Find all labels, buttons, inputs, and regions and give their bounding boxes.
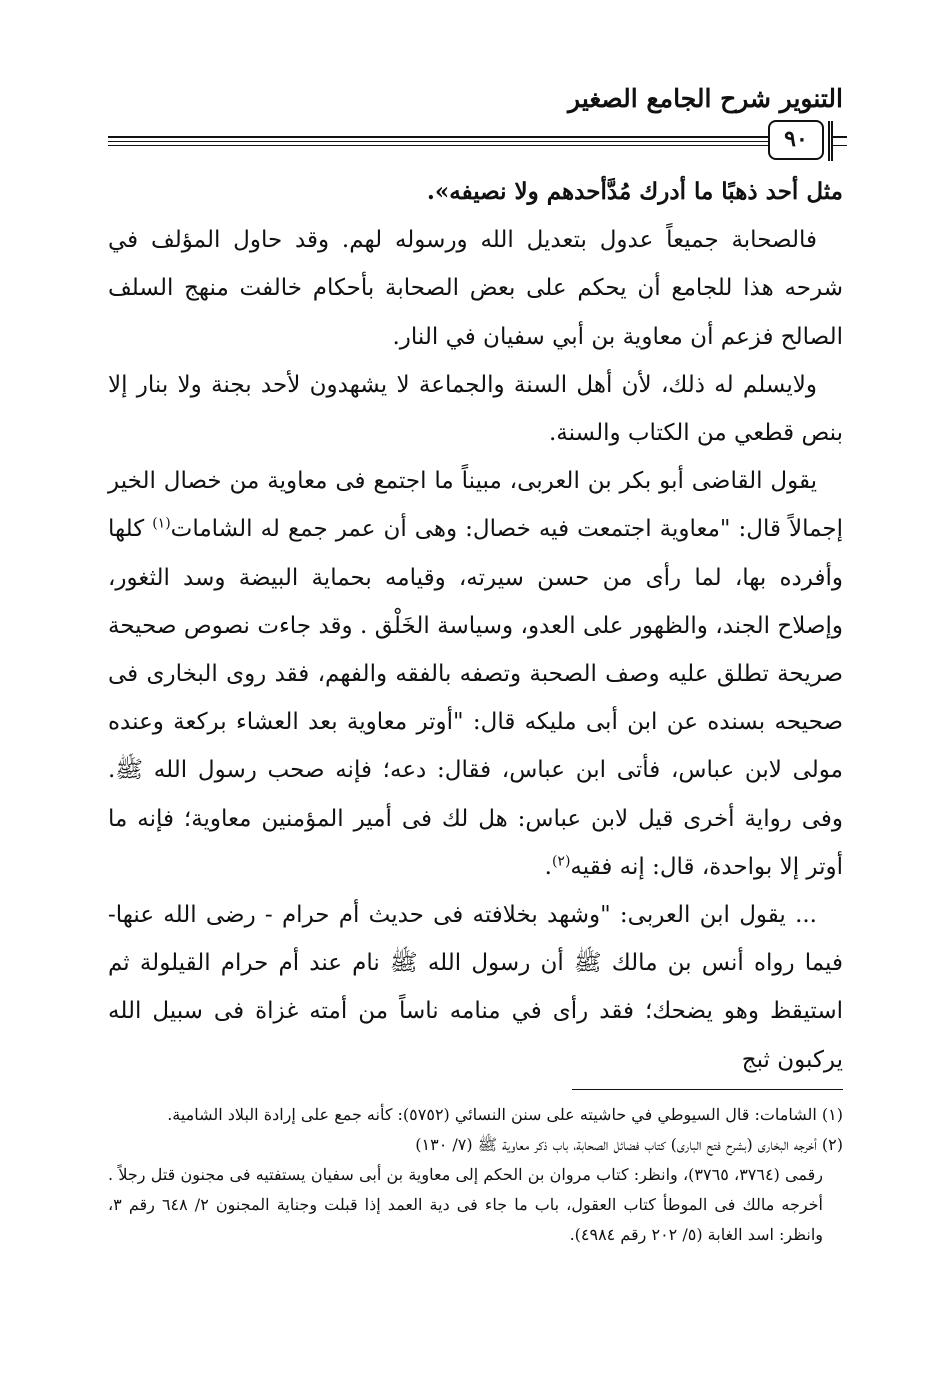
paragraph-text: .: [544, 853, 552, 880]
footnote-1: (١) الشامات: قال السيوطي في حاشيته على سنن النسائي (٥٧٥٢): كأنه جمع على إرادة البلاد الشامية.: [167, 1105, 843, 1124]
paragraph-companions-justice: فالصحابة جميعاً عدول بتعديل الله ورسوله لهم. وقد حاول المؤلف في شرحه هذا للجامع أن يحكم على بعض الصحابة بأحكام خالفت منهج السلف الصالح فزعم أن معاوية بن أبي سفيان في النار.: [108, 227, 843, 350]
header-rule-thin-lower: [108, 145, 820, 146]
paragraph-ahl-sunnah: ولايسلم له ذلك، لأن أهل السنة والجماعة لا يشهدون لأحد بجنة ولا بنار إلا بنص قطعي من الكتاب والسنة.: [108, 371, 843, 447]
footnote-2: (٢) أخرجه البخارى (بشرح فتح البارى) كتاب فضائل الصحابة، باب ذكر معاوية ﷺ (٧/ ١٣٠): [415, 1135, 843, 1154]
paragraph-umm-haram: ... يقول ابن العربى: "وشهد بخلافته فى حديث أم حرام - رضى الله عنها- فيما رواه أنس بن مالك ﷺ أن رسول الله ﷺ نام عند أم حرام القيلولة ثم استيقظ وهو يضحك؛ فقد رأى في منامه ناساً من أمته غزاة فى سبيل الله يركبون ثبج: [108, 902, 843, 1073]
header-rule-thin: [108, 141, 820, 142]
running-title: التنوير شرح الجامع الصغير: [568, 84, 843, 113]
paragraph-ibn-arabi-quote: [108, 457, 843, 891]
footnote-separator: [572, 1089, 843, 1090]
paragraph-text: كلها وأفرده بها، لما رأى من حسن سيرته، وقيامه بحماية البيضة وسد الثغور، وإصلاح الجند، والظهور على العدو، وسياسة الخَلْق . وقد جاءت نصوص صحيحة صريحة تطلق عليه وصف الصحبة وتصفه بالفقه والفهم، فقد روى البخارى فى صحيحه بسنده عن ابن أبى مليكه قال: "أوتر معاوية بعد العشاء بركعة وعنده مولى لابن عباس، فأتى ابن عباس، فقال: دعه؛ فإنه صحب رسول الله ﷺ. وفى رواية أخرى قيل لابن عباس: هل لك فى أمير المؤمنين معاوية؛ فإنه ما أوتر إلا بواحدة، قال: إنه فقيه: [108, 516, 843, 880]
page-number-ornament-tail: [833, 136, 847, 146]
footnotes: [108, 1100, 843, 1250]
paragraph-text: يقول القاضى أبو بكر بن العربى، مبيناً ما اجتمع فى معاوية من خصال الخير إجمالاً قال: "معاوية اجتمعت فيه خصال: وهى أن عمر جمع له الشامات: [108, 468, 844, 543]
footnote-2-continued: رقمى (٣٧٦٤، ٣٧٦٥)، وانظر: كتاب مروان بن الحكم إلى معاوية بن أبى سفيان يستفتيه فى مجنون قتل رجلاً . أخرجه مالك فى الموطأ كتاب العقول، باب ما جاء فى دية العمد إذا قبلت وجناية المجنون ٢/ ٦٤٨ رقم ٣، وانظر: اسد الغابة (٥/ ٢٠٢ رقم ٤٩٨٤).: [108, 1165, 823, 1244]
main-text: [108, 168, 843, 1084]
header-rule-thick: [108, 136, 820, 138]
footnote-marker-2: (٢): [551, 853, 571, 870]
footnote-marker-1: (١): [152, 515, 171, 532]
paragraph-hadith-ending: مثل أحد ذهبًا ما أدرك مُدَّأحدهم ولا نصيفه».: [426, 178, 843, 205]
page-number: ٩٠: [768, 120, 824, 160]
